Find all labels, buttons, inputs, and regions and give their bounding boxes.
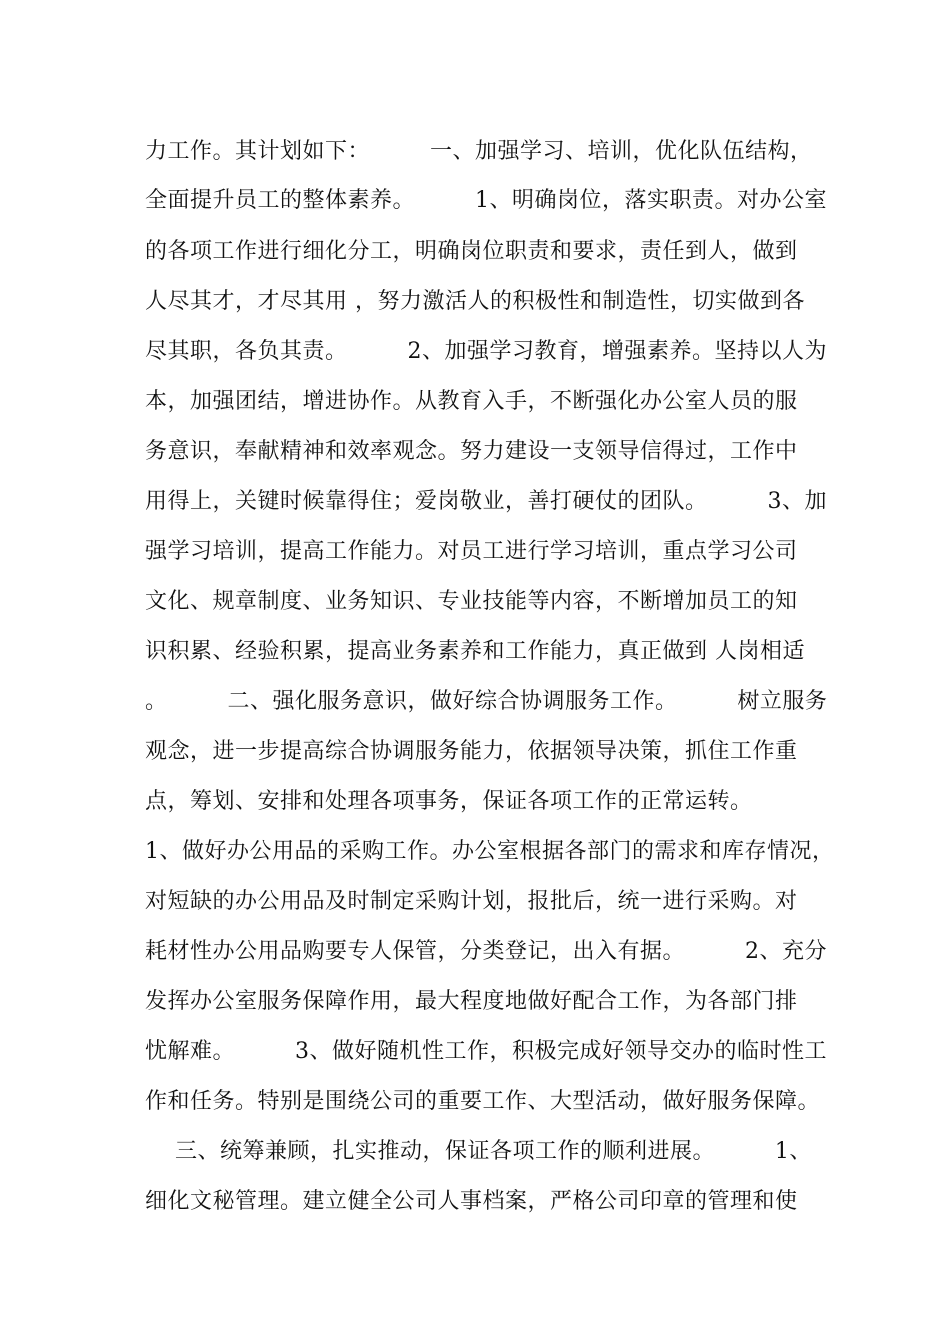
text-line: 人尽其才，才尽其用 ，努力激活人的积极性和制造性，切实做到各 <box>145 289 805 314</box>
text-line: 务意识，奉献精神和效率观念。努力建设一支领导信得过，工作中 <box>145 439 798 464</box>
text-line: 本，加强团结，增进协作。从教育入手，不断强化办公室人员的服 <box>145 389 798 414</box>
text-line: 细化文秘管理。建立健全公司人事档案，严格公司印章的管理和使 <box>145 1189 798 1214</box>
text-line: 文化、规章制度、业务知识、专业技能等内容，不断增加员工的知 <box>145 589 798 614</box>
text-line: 全面提升员工的整体素养。 1、明确岗位，落实职责。对办公室 <box>145 188 827 213</box>
text-line: 点，筹划、安排和处理各项事务，保证各项工作的正常运转。 <box>145 789 753 814</box>
text-line: 识积累、经验积累，提高业务素养和工作能力，真正做到 人岗相适 <box>145 639 805 664</box>
text-line: 作和任务。特别是围绕公司的重要工作、大型活动，做好服务保障。 <box>145 1089 821 1114</box>
text-line: 尽其职，各负其责。 2、加强学习教育，增强素养。坚持以人为 <box>145 339 827 364</box>
text-line: 力工作。其计划如下： 一、加强学习、培训，优化队伍结构， <box>145 139 813 164</box>
text-line: 三、统筹兼顾，扎实推动，保证各项工作的顺利进展。 1、 <box>145 1139 812 1164</box>
text-line: 发挥办公室服务保障作用，最大程度地做好配合工作，为各部门排 <box>145 989 798 1014</box>
text-line: 用得上，关键时候靠得住；爱岗敬业，善打硬仗的团队。 3、加 <box>145 489 827 514</box>
text-line: 观念，进一步提高综合协调服务能力，依据领导决策，抓住工作重 <box>145 739 798 764</box>
text-line: 1、做好办公用品的采购工作。办公室根据各部门的需求和库存情况， <box>145 839 835 864</box>
text-line: 的各项工作进行细化分工，明确岗位职责和要求，责任到人，做到 <box>145 239 798 264</box>
text-line: 强学习培训，提高工作能力。对员工进行学习培训，重点学习公司 <box>145 539 798 564</box>
text-line: 。 二、强化服务意识，做好综合协调服务工作。 树立服务 <box>145 689 828 714</box>
text-line: 耗材性办公用品购要专人保管，分类登记，出入有据。 2、充分 <box>145 939 827 964</box>
text-line: 忧解难。 3、做好随机性工作，积极完成好领导交办的临时性工 <box>145 1039 827 1064</box>
text-line: 对短缺的办公用品及时制定采购计划，报批后，统一进行采购。对 <box>145 889 798 914</box>
